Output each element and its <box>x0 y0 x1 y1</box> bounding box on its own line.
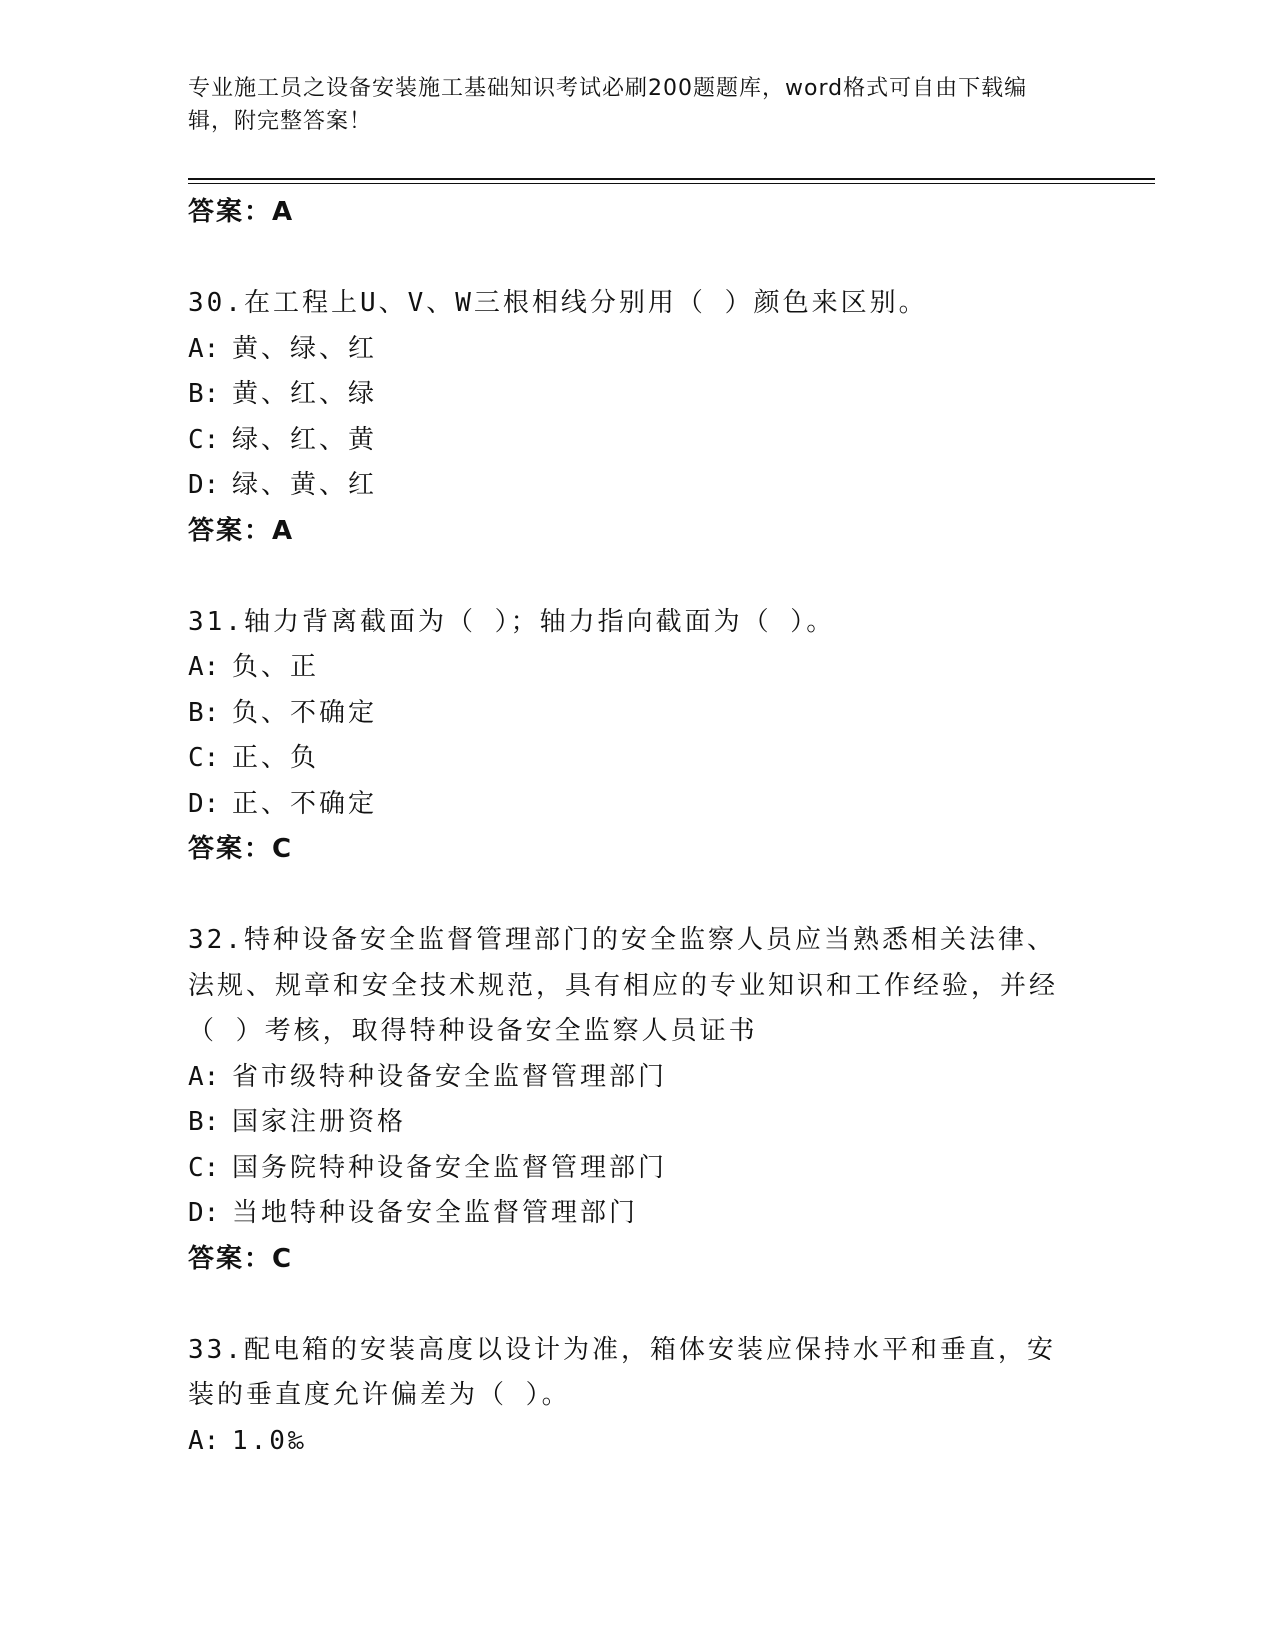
option-text: 国务院特种设备安全监督管理部门 <box>232 1152 668 1183</box>
option-b <box>188 691 1088 737</box>
option-letter: A: <box>188 1425 220 1456</box>
option-text: 正、负 <box>232 743 320 773</box>
option-c <box>188 1146 1088 1192</box>
answer-line: 答案：C <box>188 834 294 864</box>
question-list <box>188 190 1088 1464</box>
question-text: 30.在工程上U、V、W三根相线分别用（ ）颜色来区别。 <box>188 288 928 318</box>
option-text: 绿、黄、红 <box>232 470 378 500</box>
question-text: 31.轴力背离截面为（ ）；轴力指向截面为（ ）。 <box>188 606 836 637</box>
option-text: 负、不确定 <box>232 697 378 728</box>
spacer <box>188 1282 1088 1328</box>
option-b <box>188 372 1088 418</box>
option-text: 省市级特种设备安全监督管理部门 <box>232 1061 668 1092</box>
spacer <box>188 554 1088 600</box>
question-block <box>188 918 1088 1282</box>
option-text: 国家注册资格 <box>232 1107 407 1137</box>
option-a <box>188 1055 1088 1101</box>
option-a <box>188 1419 1088 1465</box>
option-c <box>188 418 1088 464</box>
option-a <box>188 327 1088 373</box>
option-d <box>188 463 1088 509</box>
option-letter: C: <box>188 1152 220 1183</box>
option-letter: B: <box>188 379 220 409</box>
option-text: 负、正 <box>232 652 320 682</box>
option-letter: B: <box>188 697 220 728</box>
option-text: 黄、红、绿 <box>232 379 378 409</box>
header-rule-thick <box>188 178 1155 180</box>
option-d <box>188 1191 1088 1237</box>
option-c <box>188 736 1088 782</box>
spacer <box>188 873 1088 919</box>
question-text: 33.配电箱的安装高度以设计为准，箱体安装应保持水平和垂直，安装的垂直度允许偏差为（ ）。 <box>188 1334 1056 1410</box>
option-letter: B: <box>188 1107 220 1137</box>
option-a <box>188 645 1088 691</box>
option-letter: A: <box>188 333 220 364</box>
header-rule-thin <box>188 183 1155 184</box>
option-b <box>188 1100 1088 1146</box>
option-letter: A: <box>188 1061 220 1092</box>
question-block <box>188 600 1088 873</box>
document-header: 专业施工员之设备安装施工基础知识考试必刷200题题库，word格式可自由下载编辑，附完整答案！ <box>188 76 1028 134</box>
option-text: 1.0‰ <box>232 1425 307 1456</box>
option-text: 绿、红、黄 <box>232 424 378 455</box>
option-letter: C: <box>188 743 220 773</box>
option-text: 黄、绿、红 <box>232 333 378 364</box>
option-text: 正、不确定 <box>232 788 378 819</box>
option-letter: D: <box>188 1198 220 1228</box>
option-d <box>188 782 1088 828</box>
option-letter: A: <box>188 652 220 682</box>
option-text: 当地特种设备安全监督管理部门 <box>232 1198 639 1228</box>
answer-line: 答案：C <box>188 1243 294 1274</box>
option-letter: D: <box>188 788 220 819</box>
option-letter: C: <box>188 424 220 455</box>
answer-line: 答案：A <box>188 197 295 227</box>
answer-line: 答案：A <box>188 515 295 546</box>
question-block <box>188 281 1088 554</box>
option-letter: D: <box>188 470 220 500</box>
question-text: 32.特种设备安全监督管理部门的安全监察人员应当熟悉相关法律、法规、规章和安全技术规范，具有相应的专业知识和工作经验，并经（ ）考核，取得特种设备安全监察人员证书 <box>188 925 1059 1046</box>
spacer <box>188 236 1088 282</box>
question-block <box>188 1328 1088 1465</box>
